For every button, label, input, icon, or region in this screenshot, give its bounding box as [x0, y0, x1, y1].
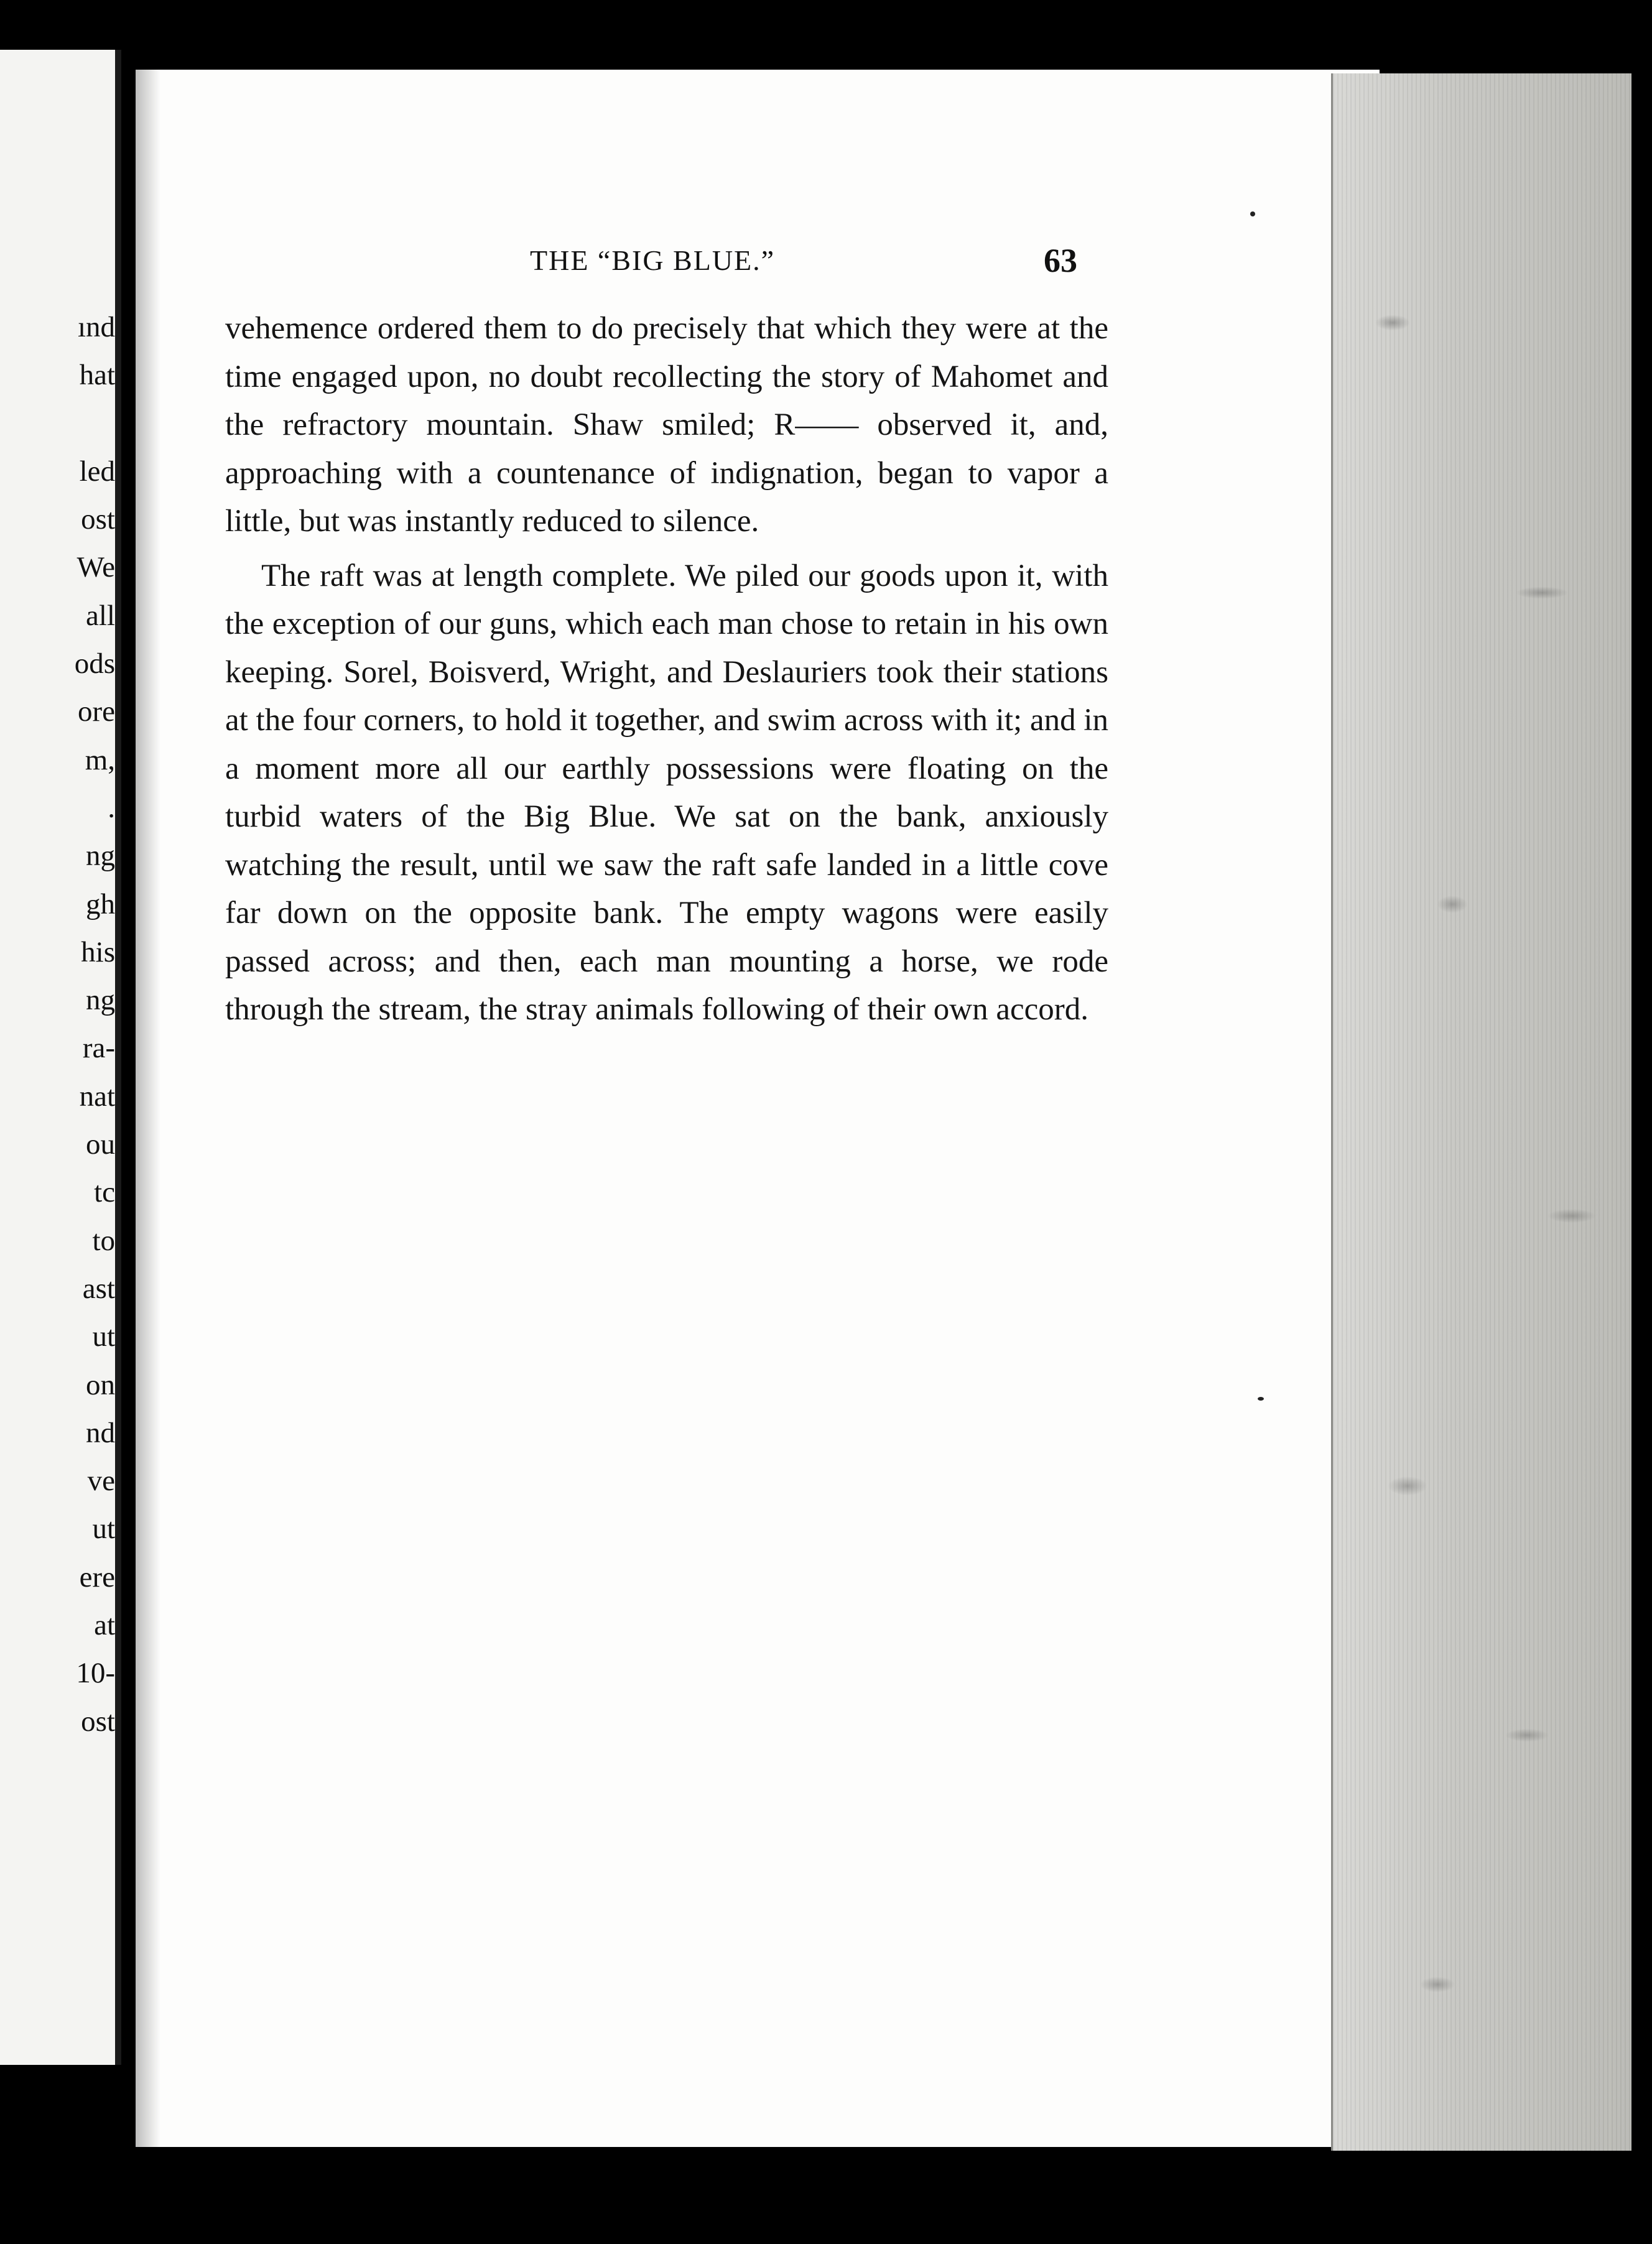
- left-fragment: ere: [79, 1560, 115, 1593]
- left-fragment: tc: [94, 1176, 115, 1209]
- left-fragment: ra-: [82, 1032, 115, 1065]
- left-fragment: to: [92, 1224, 115, 1257]
- left-fragment: ore: [77, 695, 115, 728]
- page-number: 63: [1044, 242, 1077, 279]
- left-fragment: .: [108, 791, 115, 824]
- paragraph: The raft was at length complete. We piled our goods upon it, with the exception of our guns, which each man chose to retain in his own keeping. Sorel, Boisverd, Wright, and Deslauriers took their stations at the four corners, to hold it together, and swim across with it; and in a moment more all our earthly possessions were floating on the turbid waters of the Big Blue. We sat on the bank, anxiously watching the result, until we saw the raft safe landed in a little cove far down on the opposite bank. The empty wagons were easily passed across; and then, each man mounting a horse, we rode through the stream, the stray animals following of their own accord.: [225, 558, 1108, 1027]
- left-fragment: ast: [82, 1272, 115, 1305]
- left-fragment: ve: [87, 1465, 115, 1498]
- left-fragment: ost: [81, 503, 115, 536]
- left-fragment: [75, 400, 115, 448]
- gutter-shadow: [136, 70, 160, 2147]
- page-stack-edges: [1331, 73, 1631, 2151]
- left-fragment: ost: [81, 1705, 115, 1738]
- left-fragment: ods: [74, 647, 115, 680]
- scan-speck: [1250, 211, 1255, 216]
- left-fragment: nat: [79, 1080, 115, 1113]
- paragraph: vehemence ordered them to do precisely that which they were at the time engaged upon, no doubt recollecting the story of Mahomet and the refractory mountain. Shaw smiled; R—— observed it, and, approaching with a countenance of indignation, began to vapor a little, but was instantly reduced to silence.: [225, 311, 1108, 539]
- left-fragment: his: [81, 935, 115, 968]
- left-fragment: ng: [86, 840, 115, 873]
- scan-speck: [1258, 1397, 1264, 1401]
- left-fragment: gh: [86, 888, 115, 920]
- running-head: THE “BIG BLUE.”: [530, 244, 776, 276]
- left-fragment: nd: [86, 1416, 115, 1449]
- left-fragment: on: [86, 1368, 115, 1401]
- left-fragment: hat: [79, 359, 115, 392]
- left-fragment: We: [77, 551, 115, 584]
- left-fragment: ınd: [77, 311, 115, 343]
- left-fragment: m,: [85, 743, 115, 776]
- left-page-edge: [0, 50, 121, 2065]
- page-body: [225, 305, 1108, 1034]
- left-fragment: led: [79, 455, 115, 488]
- left-fragment: ut: [92, 1513, 115, 1546]
- left-fragment: ou: [86, 1128, 115, 1161]
- left-fragment: all: [86, 599, 115, 632]
- left-fragment: ut: [92, 1320, 115, 1353]
- left-page-text-fragments: [75, 304, 115, 1746]
- left-fragment: 10-: [76, 1657, 115, 1690]
- left-fragment: at: [94, 1609, 115, 1642]
- left-fragment: ng: [86, 984, 115, 1017]
